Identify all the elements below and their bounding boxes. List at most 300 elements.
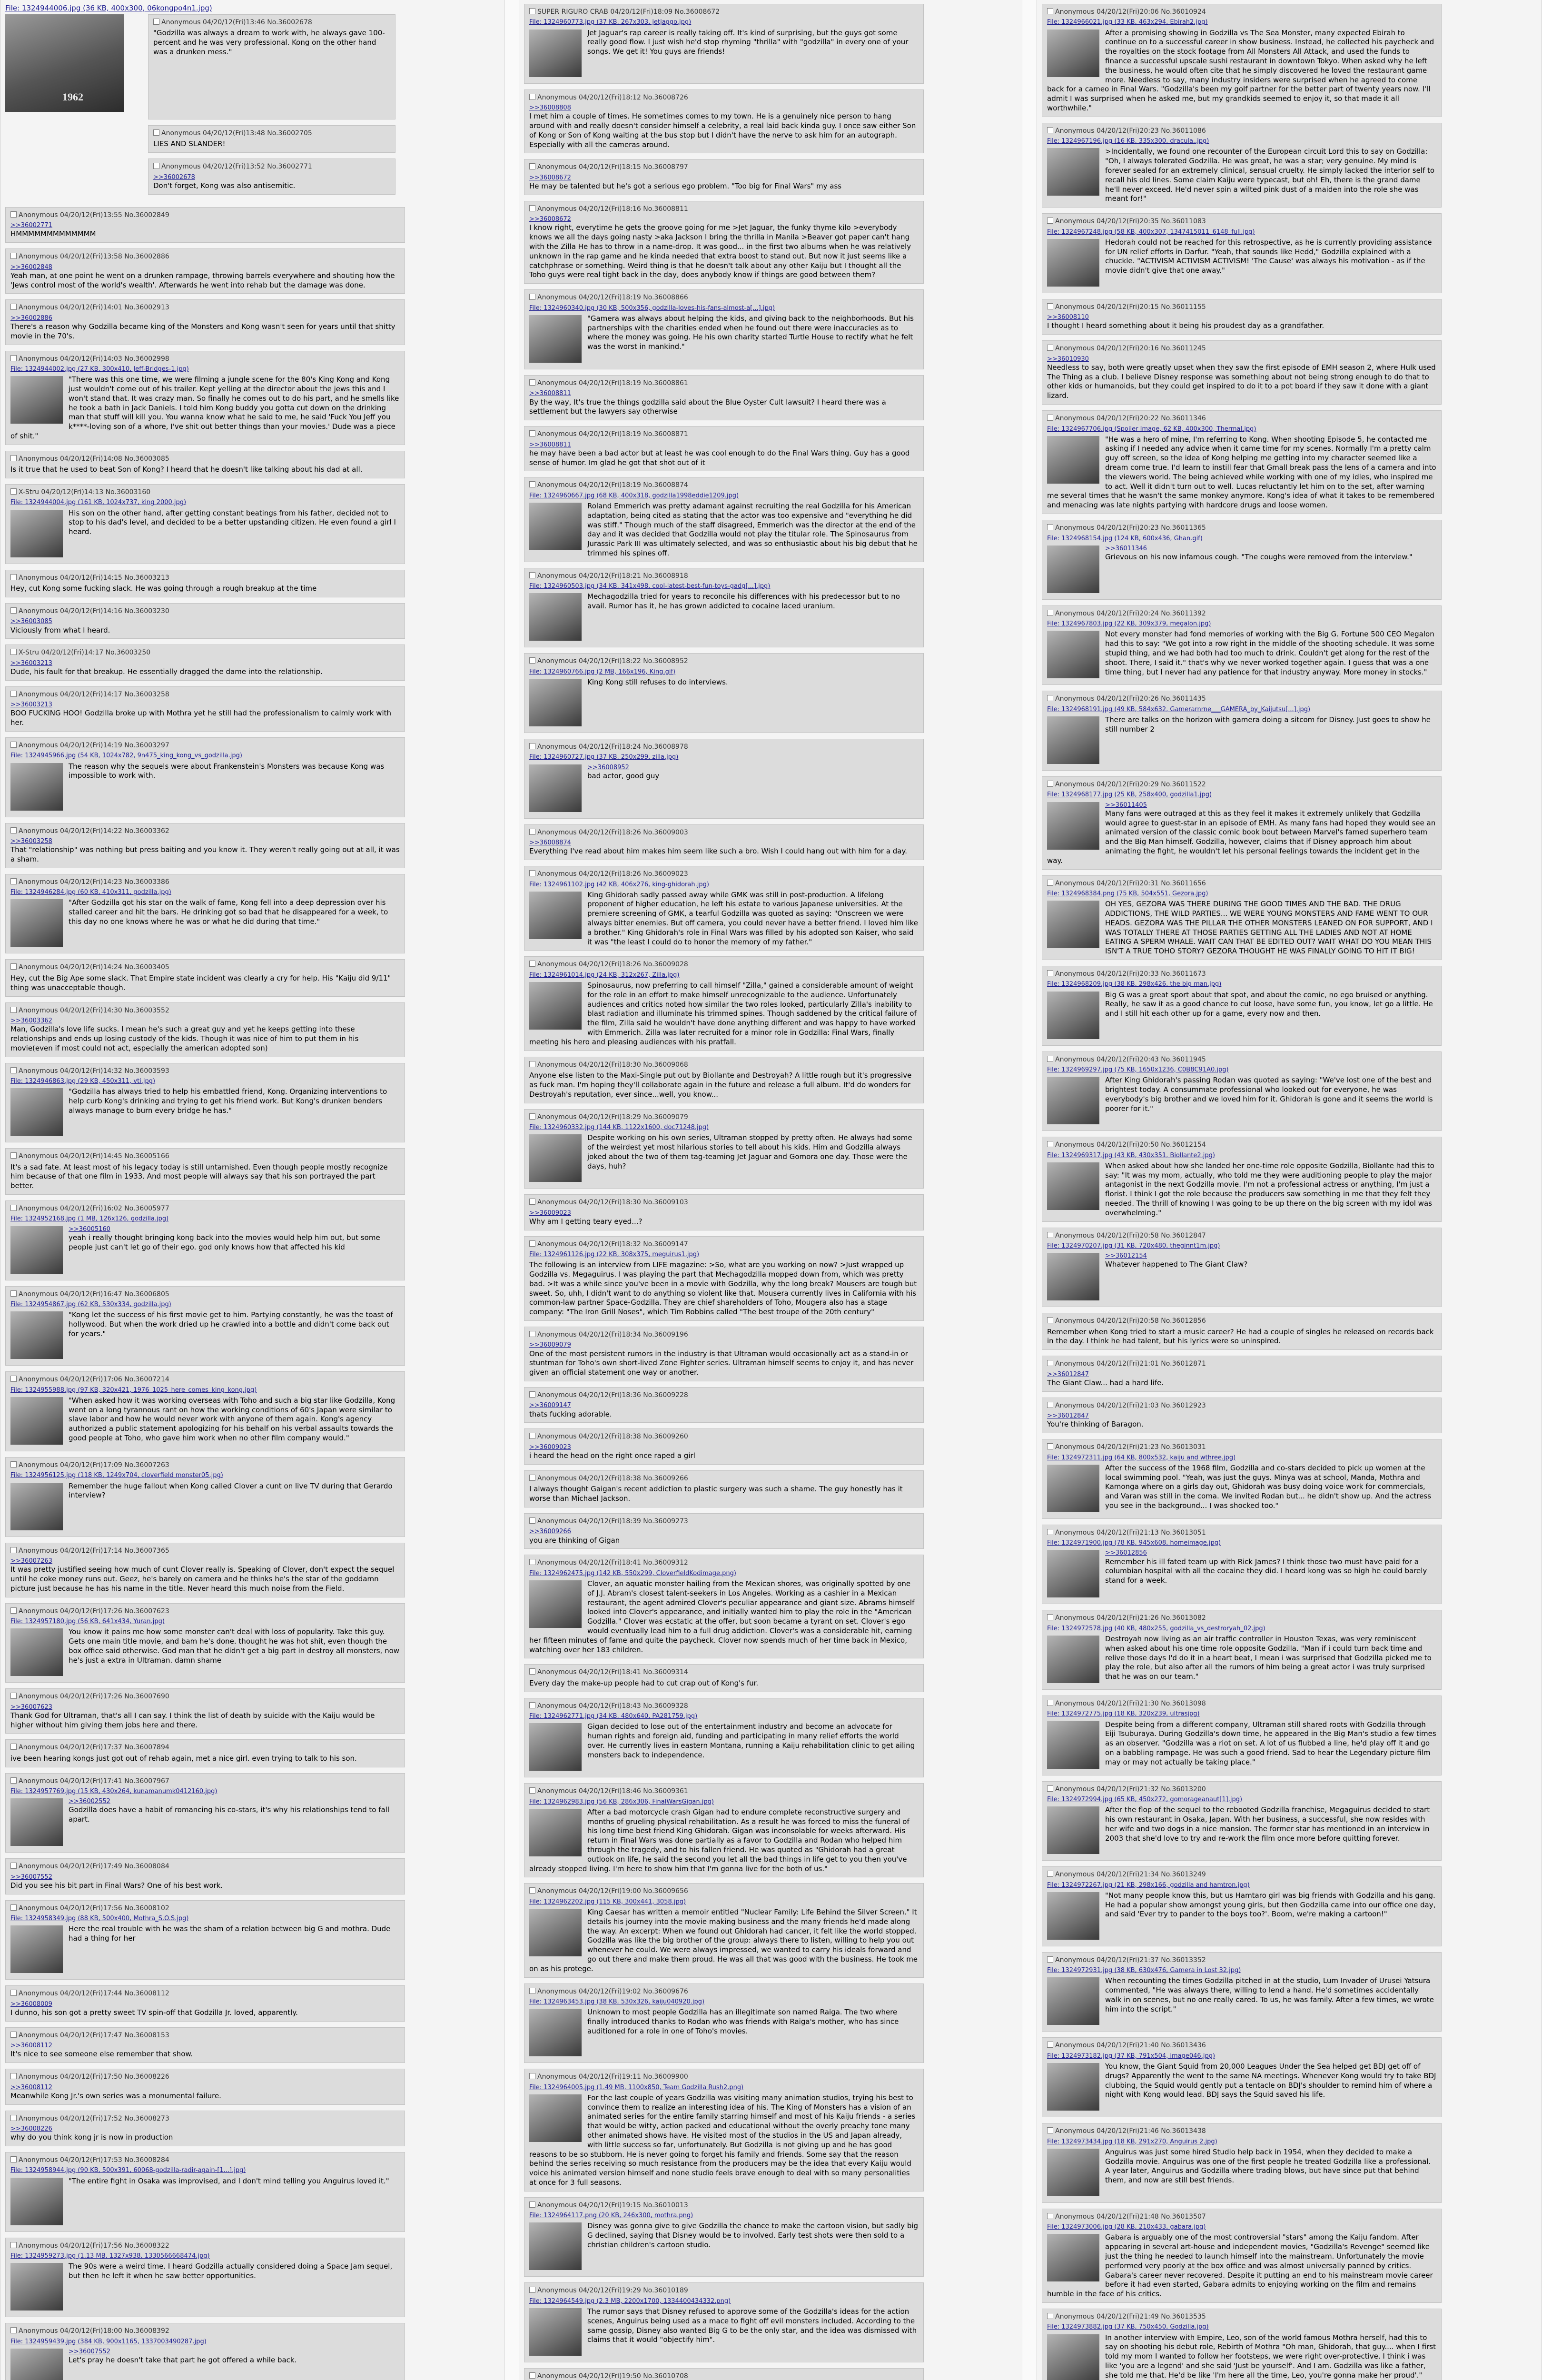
post-select-checkbox[interactable] bbox=[10, 2073, 17, 2079]
post-select-checkbox[interactable] bbox=[10, 1777, 17, 1784]
post-select-checkbox[interactable] bbox=[1047, 1056, 1053, 1062]
post-thumbnail[interactable] bbox=[1047, 1892, 1099, 1940]
post-select-checkbox[interactable] bbox=[1047, 1317, 1053, 1323]
post-select-checkbox[interactable] bbox=[529, 829, 535, 835]
reply-quote-link[interactable]: >>36007552 bbox=[10, 1873, 52, 1881]
post-body: Remember when Kong tried to start a music career? He had a couple of singles he released on records back in the day. I think he had talent, but his lyrics were so uninspired. bbox=[1047, 1327, 1434, 1346]
post-thumbnail[interactable] bbox=[529, 1134, 582, 1182]
post-select-checkbox[interactable] bbox=[529, 1668, 535, 1675]
reply-quote-link[interactable]: >>36011405 bbox=[1105, 801, 1147, 809]
file-link[interactable]: File: 1324968154.jpg (124 KB, 600x436, Ghan.gif) bbox=[1047, 535, 1203, 542]
reply-quote-link[interactable]: >>36002886 bbox=[10, 314, 52, 322]
post-select-checkbox[interactable] bbox=[1047, 880, 1053, 886]
reply-quote-link[interactable]: >>36008808 bbox=[529, 104, 571, 112]
file-link[interactable]: File: 1324972578.jpg (40 KB, 480x255, godzilla_vs_destroryah_02.jpg) bbox=[1047, 1625, 1265, 1632]
post-thumbnail[interactable] bbox=[1047, 148, 1099, 196]
post-select-checkbox[interactable] bbox=[529, 2287, 535, 2293]
post-select-checkbox[interactable] bbox=[529, 1391, 535, 1398]
post-select-checkbox[interactable] bbox=[529, 1988, 535, 1994]
post-header bbox=[1047, 1614, 1436, 1622]
post-select-checkbox[interactable] bbox=[10, 649, 17, 655]
post-select-checkbox[interactable] bbox=[529, 2202, 535, 2208]
file-link[interactable]: File: 1324960667.jpg (68 KB, 400x318, godzilla1998eddie1209.jpg) bbox=[529, 492, 739, 499]
post-meta: Anonymous 04/20/12(Fri)17:06 No.36007214 bbox=[19, 1376, 169, 1384]
file-link[interactable]: File: 1324964549.jpg (2.3 MB, 2200x1700, 1334400434332.png) bbox=[529, 2297, 731, 2305]
reply-quote-link[interactable]: >>36012856 bbox=[1105, 1549, 1147, 1557]
reply-post bbox=[5, 1371, 405, 1451]
file-link[interactable]: File: 1324960503.jpg (34 KB, 341x498, cool-latest-best-fun-toys-gadg[...].jpg) bbox=[529, 583, 771, 590]
post-header bbox=[10, 741, 400, 750]
post-thumbnail[interactable] bbox=[10, 899, 63, 947]
post-select-checkbox[interactable] bbox=[529, 430, 535, 436]
reply-quote-link[interactable]: >>36005160 bbox=[69, 1225, 110, 1233]
reply-quote-link[interactable]: >>36009023 bbox=[529, 1443, 571, 1451]
file-link[interactable]: File: 1324964117.png (20 KB, 246x300, mothra.png) bbox=[529, 2212, 693, 2220]
reply-quote-link[interactable]: >>36003213 bbox=[10, 659, 52, 667]
reply-post bbox=[5, 686, 405, 732]
file-link[interactable]: File: 1324969297.jpg (75 KB, 1650x1236, C0B8C91A0.jpg) bbox=[1047, 1066, 1229, 1073]
file-link[interactable]: File: 1324952168.jpg (1 MB, 126x126, godzilla.jpg) bbox=[10, 1215, 169, 1223]
post-select-checkbox[interactable] bbox=[10, 607, 17, 614]
reply-quote-link[interactable]: >>36008874 bbox=[529, 839, 571, 847]
file-link[interactable]: File: 1324945966.jpg (54 KB, 1024x782, 9n475_king_kong_vs_godzilla.jpg) bbox=[10, 752, 242, 760]
post-select-checkbox[interactable] bbox=[1047, 781, 1053, 787]
post-thumbnail[interactable] bbox=[10, 1311, 63, 1359]
post-select-checkbox[interactable] bbox=[10, 211, 17, 218]
post-select-checkbox[interactable] bbox=[10, 1007, 17, 1013]
post-select-checkbox[interactable] bbox=[1047, 218, 1053, 224]
reply-quote-link[interactable]: >>36007623 bbox=[10, 1703, 52, 1711]
post-select-checkbox[interactable] bbox=[153, 19, 159, 25]
file-link[interactable]: File: 1324971900.jpg (78 KB, 945x608, homeimage.jpg) bbox=[1047, 1539, 1221, 1547]
post-select-checkbox[interactable] bbox=[529, 1061, 535, 1067]
file-link[interactable]: File: 1324967196.jpg (16 KB, 335x300, dracula..jpg) bbox=[1047, 138, 1209, 145]
file-link[interactable]: File: 1324960727.jpg (37 KB, 250x299, zilla.jpg) bbox=[529, 754, 679, 761]
reply-quote-link[interactable]: >>36002678 bbox=[153, 173, 195, 181]
post-select-checkbox[interactable] bbox=[10, 1607, 17, 1614]
file-link[interactable]: File: 1324972267.jpg (21 KB, 298x166, godzilla and hamtron.jpg) bbox=[1047, 1881, 1250, 1889]
post-file-info bbox=[529, 1123, 919, 1131]
reply-quote-link[interactable]: >>36012154 bbox=[1105, 1252, 1147, 1260]
post-header bbox=[1047, 1870, 1436, 1879]
post-body: I know right, everytime he gets the groove going for me >Jet Jaguar, the funky thyme kilo >everybody knows we all the days going nasty >aka Jackson I bring the thrilla in Manila >Beaver got paper can't hang with the Zilla He has to throw in a name-drop. It was good... in the first two albums when he was relatively unknown in the rap game and he kinda needed that extra boost to stand out. But now it just seems like a catchphrase or something. Weird thing is that he doesn't talk about any other Kaiju but I thought all the Toho guys were real tight back in the day, does anybody know if things are good between them? bbox=[529, 223, 911, 279]
post-select-checkbox[interactable] bbox=[1047, 8, 1053, 14]
post-select-checkbox[interactable] bbox=[10, 1863, 17, 1869]
post-select-checkbox[interactable] bbox=[10, 1904, 17, 1911]
post-select-checkbox[interactable] bbox=[1047, 1141, 1053, 1147]
post-thumbnail[interactable] bbox=[529, 30, 582, 77]
post-thumbnail[interactable] bbox=[529, 1809, 582, 1856]
post-thumbnail[interactable] bbox=[1047, 1977, 1099, 2025]
post-select-checkbox[interactable] bbox=[10, 1990, 17, 1996]
post-header bbox=[529, 1474, 919, 1483]
file-link[interactable]: File: 1324963453.jpg (38 KB, 530x326, kaiju040920.jpg) bbox=[529, 1998, 705, 2006]
reply-quote-link[interactable]: >>36002771 bbox=[10, 222, 52, 229]
post-thumbnail[interactable] bbox=[1047, 2149, 1099, 2196]
post-header bbox=[529, 1391, 919, 1399]
post-thumbnail[interactable] bbox=[10, 763, 63, 811]
post-select-checkbox[interactable] bbox=[10, 2032, 17, 2038]
reply-quote-link[interactable]: >>36009023 bbox=[529, 1209, 571, 1217]
post-meta: Anonymous 04/20/12(Fri)18:12 No.36008726 bbox=[537, 93, 688, 101]
post-select-checkbox[interactable] bbox=[153, 163, 159, 169]
post-select-checkbox[interactable] bbox=[10, 1744, 17, 1750]
post-thumbnail[interactable] bbox=[10, 1397, 63, 1445]
file-link[interactable]: File: 1324960340.jpg (30 KB, 500x356, godzilla-loves-his-fans-almost-a[...].jpg) bbox=[529, 304, 775, 312]
file-link[interactable]: File: 1324972775.jpg (18 KB, 320x239, ultrasjpg) bbox=[1047, 1710, 1200, 1718]
file-link[interactable]: File: 1324968177.jpg (25 KB, 258x400, godzilla1.jpg) bbox=[1047, 791, 1212, 799]
post-select-checkbox[interactable] bbox=[1047, 2313, 1053, 2319]
reply-quote-link[interactable]: >>36003213 bbox=[10, 701, 52, 709]
post-select-checkbox[interactable] bbox=[10, 691, 17, 697]
reply-quote-link[interactable]: >>36002552 bbox=[69, 1798, 110, 1805]
post-thumbnail[interactable] bbox=[529, 1909, 582, 1956]
post-select-checkbox[interactable] bbox=[1047, 2042, 1053, 2048]
post-select-checkbox[interactable] bbox=[10, 2115, 17, 2121]
post-select-checkbox[interactable] bbox=[1047, 345, 1053, 351]
post-select-checkbox[interactable] bbox=[10, 878, 17, 884]
op-image[interactable] bbox=[5, 14, 124, 112]
file-link[interactable]: File: 1324967706.jpg (Spoiler Image, 62 KB, 400x300, Thermal.jpg) bbox=[1047, 425, 1256, 433]
reply-post bbox=[5, 645, 405, 680]
file-link[interactable]: File: 1324957769.jpg (15 KB, 430x264, kunamanumk0412160.jpg) bbox=[10, 1788, 217, 1795]
post-thumbnail[interactable] bbox=[1047, 436, 1099, 484]
reply-quote-link[interactable]: >>36008110 bbox=[1047, 314, 1089, 321]
post-select-checkbox[interactable] bbox=[10, 1152, 17, 1159]
post-thumbnail[interactable] bbox=[1047, 2063, 1099, 2111]
post-thumbnail[interactable] bbox=[1047, 1550, 1099, 1597]
post-select-checkbox[interactable] bbox=[529, 2372, 535, 2379]
post-select-checkbox[interactable] bbox=[529, 1559, 535, 1565]
post-select-checkbox[interactable] bbox=[529, 1331, 535, 1337]
file-link[interactable]: File: 1324968191.jpg (49 KB, 584x632, Gamerarnrne___GAMERA_by_Kaijutsu[...].jpg) bbox=[1047, 705, 1311, 713]
post-select-checkbox[interactable] bbox=[529, 1517, 535, 1524]
post-select-checkbox[interactable] bbox=[529, 8, 535, 14]
reply-post bbox=[524, 4, 924, 84]
post-select-checkbox[interactable] bbox=[10, 355, 17, 361]
file-link[interactable]: File: 1324946863.jpg (29 KB, 450x311, vti.jpg) bbox=[10, 1077, 156, 1085]
post-select-checkbox[interactable] bbox=[1047, 1232, 1053, 1238]
post-body: You know, the Giant Squid from 20,000 Leagues Under the Sea helped get BDJ get off of drugs? Apparently the went to the same NA meetings. Whenever Kong would try to take BDJ clubbing, the Squid would gently put a tentacle on BDJ's shoulder to remind him of where a night with Kong would lead. BDJ says the Squid saved his life. bbox=[1105, 2062, 1436, 2099]
post-select-checkbox[interactable] bbox=[529, 481, 535, 487]
file-link[interactable]: File: 1324961014.jpg (24 KB, 312x267, Zilla.jpg) bbox=[529, 971, 680, 979]
post-thumbnail[interactable] bbox=[1047, 545, 1099, 593]
post-select-checkbox[interactable] bbox=[1047, 127, 1053, 133]
post-select-checkbox[interactable] bbox=[1047, 2213, 1053, 2219]
post-select-checkbox[interactable] bbox=[10, 1693, 17, 1699]
reply-quote-link[interactable]: >>36009147 bbox=[529, 1402, 571, 1409]
post-thumbnail[interactable] bbox=[1047, 1465, 1099, 1512]
reply-quote-link[interactable]: >>36012847 bbox=[1047, 1370, 1089, 1378]
post-select-checkbox[interactable] bbox=[529, 1887, 535, 1894]
reply-post bbox=[524, 824, 924, 860]
post-select-checkbox[interactable] bbox=[10, 253, 17, 259]
post-select-checkbox[interactable] bbox=[1047, 610, 1053, 616]
post-thumbnail[interactable] bbox=[1047, 1636, 1099, 1683]
file-link[interactable]: File: 1324961102.jpg (42 KB, 406x276, king-ghidorah.jpg) bbox=[529, 881, 709, 888]
file-link[interactable]: File: 1324956125.jpg (118 KB, 1249x704, cloverfield monster05.jpg) bbox=[10, 1472, 223, 1479]
post-select-checkbox[interactable] bbox=[10, 2242, 17, 2248]
file-link[interactable]: File: 1324957180.jpg (56 KB, 641x434, Yuran.jpg) bbox=[10, 1617, 165, 1625]
post-thumbnail[interactable] bbox=[529, 2094, 582, 2142]
post-select-checkbox[interactable] bbox=[529, 1240, 535, 1247]
post-select-checkbox[interactable] bbox=[10, 455, 17, 461]
post-select-checkbox[interactable] bbox=[529, 1199, 535, 1205]
post-header bbox=[529, 93, 919, 102]
post-thumbnail[interactable] bbox=[529, 593, 582, 641]
reply-quote-link[interactable]: >>36008811 bbox=[529, 390, 571, 397]
post-select-checkbox[interactable] bbox=[153, 129, 159, 136]
reply-post bbox=[1042, 1313, 1442, 1350]
post-thumbnail[interactable] bbox=[1047, 30, 1099, 77]
post-select-checkbox[interactable] bbox=[1047, 695, 1053, 701]
post-header bbox=[10, 1607, 400, 1616]
post-thumbnail[interactable] bbox=[529, 679, 582, 726]
post-select-checkbox[interactable] bbox=[1047, 2127, 1053, 2133]
reply-quote-link[interactable]: >>36008811 bbox=[529, 441, 571, 448]
post-thumbnail[interactable] bbox=[529, 982, 582, 1030]
post-thumbnail[interactable] bbox=[10, 510, 63, 557]
post-select-checkbox[interactable] bbox=[1047, 1871, 1053, 1877]
file-link[interactable]: File: 1324964005.jpg (1.49 MB, 1100x850, Team Godzilla Rush2.png) bbox=[529, 2083, 744, 2091]
file-link[interactable]: File: 1324959439.jpg (384 KB, 900x1165, 1337003490287.jpg) bbox=[10, 2338, 207, 2345]
post-meta: Anonymous 04/20/12(Fri)14:23 No.36003386 bbox=[19, 878, 169, 886]
reply-quote-link[interactable]: >>36003258 bbox=[10, 838, 52, 845]
file-link[interactable]: File: 1324958944.jpg (90 KB, 500x391, 60068-godzilla-radir-again-[1...].jpg) bbox=[10, 2167, 246, 2174]
file-link[interactable]: File: 1324968384.png (75 KB, 504x551, Gezora.jpg) bbox=[1047, 890, 1208, 897]
post-select-checkbox[interactable] bbox=[529, 94, 535, 100]
post-header bbox=[10, 1461, 400, 1469]
reply-post bbox=[1042, 1610, 1442, 1690]
reply-quote-link[interactable]: >>36003362 bbox=[10, 1017, 52, 1024]
reply-quote-link[interactable]: >>36008672 bbox=[529, 216, 571, 223]
reply-quote-link[interactable]: >>36003085 bbox=[10, 618, 52, 625]
reply-post bbox=[5, 1900, 405, 1980]
post-select-checkbox[interactable] bbox=[10, 488, 17, 495]
file-link[interactable]: File: 1324960332.jpg (144 KB, 1122x1600, doc71248.jpg) bbox=[529, 1123, 709, 1131]
reply-quote-link[interactable]: >>36009079 bbox=[529, 1341, 571, 1349]
reply-post bbox=[1042, 299, 1442, 335]
post-select-checkbox[interactable] bbox=[10, 304, 17, 310]
post-thumbnail[interactable] bbox=[1047, 1253, 1099, 1300]
post-thumbnail[interactable] bbox=[1047, 1162, 1099, 1210]
reply-quote-link[interactable]: >>36012847 bbox=[1047, 1412, 1089, 1420]
reply-quote-link[interactable]: >>36008226 bbox=[10, 2125, 52, 2133]
file-link[interactable]: File: 1324973434.jpg (18 KB, 291x270, Anguirus 2.jpg) bbox=[1047, 2138, 1217, 2145]
post-select-checkbox[interactable] bbox=[10, 1290, 17, 1297]
post-thumbnail[interactable] bbox=[529, 503, 582, 550]
post-file-info bbox=[529, 492, 919, 500]
post-thumbnail[interactable] bbox=[10, 1483, 63, 1530]
file-link[interactable]: File: 1324959273.jpg (1.13 MB, 1327x938, 1330566668474.jpg) bbox=[10, 2252, 210, 2260]
post-meta: Anonymous 04/20/12(Fri)17:56 No.36008322 bbox=[19, 2241, 169, 2250]
post-select-checkbox[interactable] bbox=[1047, 1614, 1053, 1620]
post-thumbnail[interactable] bbox=[10, 2349, 63, 2380]
post-thumbnail[interactable] bbox=[10, 1628, 63, 1676]
post-header bbox=[10, 574, 400, 582]
post-thumbnail[interactable] bbox=[529, 1723, 582, 1771]
post-select-checkbox[interactable] bbox=[10, 2327, 17, 2333]
reply-post bbox=[5, 1985, 405, 2021]
file-link[interactable]: File: 1324967248.jpg (58 KB, 400x307, 1347415011_6148_full.jpg) bbox=[1047, 228, 1255, 236]
post-body: Despite being from a different company, Ultraman still shared roots with Godzilla through Eiji Tsuburaya. During Godzilla's down time, he appeared in the Big Man's studio a few times as an observer. "Godzilla was a riot on set. A lot of us flubbed a line, he'd play off it and go on a babbling rampage. He was such a good friend. Sad to hear the Legendary picture film may or may not actually be taking place." bbox=[1105, 1720, 1436, 1766]
file-link[interactable]: File: 1324958349.jpg (88 KB, 500x400, Mothra_S.O.S.jpg) bbox=[10, 1915, 189, 1923]
post-select-checkbox[interactable] bbox=[10, 1547, 17, 1553]
post-thumbnail[interactable] bbox=[1047, 716, 1099, 764]
file-link[interactable]: File: 1324973882.jpg (37 KB, 750x450, Godzilla.jpg) bbox=[1047, 2323, 1209, 2331]
file-link[interactable]: File: 1324967803.jpg (22 KB, 309x379, megalon.jpg) bbox=[1047, 620, 1211, 628]
post-thumbnail[interactable] bbox=[10, 1798, 63, 1846]
post-thumbnail[interactable] bbox=[529, 2308, 582, 2356]
post-meta: Anonymous 04/20/12(Fri)19:50 No.36010708 bbox=[537, 2372, 688, 2380]
post-select-checkbox[interactable] bbox=[529, 1787, 535, 1794]
post-body: I dunno, his son got a pretty sweet TV spin-off that Godzilla Jr. loved, apparently. bbox=[10, 2008, 298, 2017]
post-header bbox=[10, 963, 400, 972]
reply-quote-link[interactable]: >>36009266 bbox=[529, 1528, 571, 1536]
file-link[interactable]: File: 1324973006.jpg (28 KB, 210x433, gabara.jpg) bbox=[1047, 2223, 1206, 2231]
file-link[interactable]: File: 1324966021.jpg (33 KB, 463x294, Ebirah2.jpg) bbox=[1047, 19, 1208, 26]
file-link[interactable]: File: 1324969317.jpg (43 KB, 430x351, Biollante2.jpg) bbox=[1047, 1151, 1215, 1159]
file-link[interactable]: File: 1324961126.jpg (22 KB, 308x375, meguirus1.jpg) bbox=[529, 1251, 700, 1259]
post-meta: Anonymous 04/20/12(Fri)18:00 No.36008392 bbox=[19, 2327, 169, 2335]
reply-post bbox=[1042, 1137, 1442, 1221]
reply-quote-link[interactable]: >>36011346 bbox=[1105, 545, 1147, 552]
post-thumbnail[interactable] bbox=[10, 2263, 63, 2311]
post-select-checkbox[interactable] bbox=[529, 1113, 535, 1120]
post-body: Hey, cut the Big Ape some slack. That Empire state incident was clearly a cry for help. His "Kaiju did 9/11" thing was unacceptable though. bbox=[10, 973, 391, 992]
post-thumbnail[interactable] bbox=[1047, 1077, 1099, 1124]
post-thumbnail[interactable] bbox=[1047, 239, 1099, 287]
file-link[interactable]: File: 1324973182.jpg (37 KB, 791x504, image046.jpg) bbox=[1047, 2052, 1216, 2060]
reply-quote-link[interactable]: >>36008672 bbox=[529, 174, 571, 181]
file-link[interactable]: File: 1324955988.jpg (97 KB, 320x421, 1976_1025_here_comes_king_kong.jpg) bbox=[10, 1386, 257, 1394]
post-select-checkbox[interactable] bbox=[10, 963, 17, 970]
post-thumbnail[interactable] bbox=[529, 1580, 582, 1628]
file-link[interactable]: File: 1324962475.jpg (142 KB, 550x299, CloverfieldKodimage.png) bbox=[529, 1569, 736, 1577]
post-select-checkbox[interactable] bbox=[10, 2156, 17, 2162]
file-link[interactable]: File: 1324972931.jpg (38 KB, 630x476, Gamera in Lost 32.jpg) bbox=[1047, 1967, 1241, 1974]
post-thumbnail[interactable] bbox=[1047, 631, 1099, 678]
file-link[interactable]: File: 1324946284.jpg (60 KB, 410x311, godzilla.jpg) bbox=[10, 889, 171, 896]
post-select-checkbox[interactable] bbox=[10, 742, 17, 748]
post-thumbnail[interactable] bbox=[10, 1925, 63, 1973]
post-select-checkbox[interactable] bbox=[1047, 1360, 1053, 1366]
post-thumbnail[interactable] bbox=[10, 2178, 63, 2225]
post-thumbnail[interactable] bbox=[529, 892, 582, 939]
post-thumbnail[interactable] bbox=[1047, 901, 1099, 948]
post-header bbox=[529, 293, 919, 302]
post-select-checkbox[interactable] bbox=[529, 379, 535, 386]
post-select-checkbox[interactable] bbox=[1047, 303, 1053, 309]
post-select-checkbox[interactable] bbox=[10, 827, 17, 833]
post-select-checkbox[interactable] bbox=[1047, 1785, 1053, 1792]
post-thumbnail[interactable] bbox=[529, 2222, 582, 2270]
post-select-checkbox[interactable] bbox=[529, 870, 535, 876]
file-link[interactable]: File: 1324960773.jpg (37 KB, 267x303, jetjaggo.jpg) bbox=[529, 19, 692, 26]
post-header bbox=[1047, 344, 1436, 353]
file-link[interactable]: File: 1324972311.jpg (64 KB, 800x532, kaiju and wthree.jpg) bbox=[1047, 1454, 1236, 1461]
file-link[interactable]: File: 1324968209.jpg (38 KB, 298x426, the big man.jpg) bbox=[1047, 981, 1222, 988]
file-link[interactable]: File: 1324962202.jpg (115 KB, 300x441, 3058.jpg) bbox=[529, 1898, 686, 1905]
post-thumbnail[interactable] bbox=[529, 764, 582, 812]
reply-quote-link[interactable]: >>36010930 bbox=[1047, 355, 1089, 363]
post-thumbnail[interactable] bbox=[1047, 802, 1099, 850]
post-thumbnail[interactable] bbox=[1047, 1806, 1099, 1854]
reply-quote-link[interactable]: >>36008112 bbox=[10, 2042, 52, 2050]
post-select-checkbox[interactable] bbox=[529, 743, 535, 749]
post-thumbnail[interactable] bbox=[529, 2009, 582, 2056]
reply-quote-link[interactable]: >>36007263 bbox=[10, 1557, 52, 1565]
post-select-checkbox[interactable] bbox=[529, 205, 535, 211]
post-thumbnail[interactable] bbox=[1047, 992, 1099, 1039]
post-thumbnail[interactable] bbox=[529, 315, 582, 363]
post-select-checkbox[interactable] bbox=[529, 2073, 535, 2079]
file-link[interactable]: File: 1324944002.jpg (27 KB, 300x410, Jeff-Bridges-1.jpg) bbox=[10, 366, 189, 373]
reply-quote-link[interactable]: >>36007552 bbox=[69, 2348, 110, 2355]
reply-quote-link[interactable]: >>36008009 bbox=[10, 2000, 52, 2008]
post-select-checkbox[interactable] bbox=[10, 574, 17, 580]
post-select-checkbox[interactable] bbox=[1047, 1956, 1053, 1963]
post-body: Remember his ill fated team up with Rick James? I think those two must have paid for a columbian hospital with all the cocaine they did. I heard kong was so high he could barely stand for a week. bbox=[1105, 1557, 1427, 1585]
post-select-checkbox[interactable] bbox=[10, 1067, 17, 1073]
post-thumbnail[interactable] bbox=[10, 1088, 63, 1136]
post-header bbox=[10, 2073, 400, 2081]
post-select-checkbox[interactable] bbox=[1047, 415, 1053, 421]
file-link[interactable]: File: 1324962771.jpg (34 KB, 480x640, PA281759.jpg) bbox=[529, 1713, 698, 1720]
post-select-checkbox[interactable] bbox=[529, 294, 535, 300]
post-thumbnail[interactable] bbox=[1047, 1721, 1099, 1769]
post-select-checkbox[interactable] bbox=[529, 572, 535, 578]
file-link[interactable]: File: 1324970207.jpg (31 KB, 720x480, theginnt1m.jpg) bbox=[1047, 1242, 1220, 1250]
reply-post bbox=[524, 866, 924, 951]
post-thumbnail[interactable] bbox=[1047, 2234, 1099, 2281]
post-select-checkbox[interactable] bbox=[10, 1376, 17, 1382]
post-select-checkbox[interactable] bbox=[529, 657, 535, 664]
file-link[interactable]: File: 1324962983.jpg (56 KB, 286x306, FinalWarsGigan.jpg) bbox=[529, 1798, 714, 1805]
post-select-checkbox[interactable] bbox=[1047, 524, 1053, 530]
post-thumbnail[interactable] bbox=[10, 376, 63, 424]
post-select-checkbox[interactable] bbox=[529, 1475, 535, 1481]
reply-quote-link[interactable]: >>36008952 bbox=[587, 764, 629, 771]
file-link[interactable]: File: 1324944004.jpg (161 KB, 1024x737, king 2000.jpg) bbox=[10, 499, 187, 506]
post-select-checkbox[interactable] bbox=[529, 961, 535, 967]
reply-post bbox=[5, 959, 405, 996]
reply-quote-link[interactable]: >>36008112 bbox=[10, 2083, 52, 2091]
post-select-checkbox[interactable] bbox=[1047, 1529, 1053, 1535]
file-link[interactable]: File: 1324972994.jpg (65 KB, 450x272, gomorageanaut[1].jpg) bbox=[1047, 1796, 1243, 1804]
reply-quote-link[interactable]: >>36002848 bbox=[10, 263, 52, 271]
post-select-checkbox[interactable] bbox=[529, 163, 535, 169]
post-select-checkbox[interactable] bbox=[1047, 1443, 1053, 1449]
file-link[interactable]: File: 1324960766.jpg (2 MB, 166x196, King.gif) bbox=[529, 668, 676, 675]
post-meta: Anonymous 04/20/12(Fri)14:16 No.36003230 bbox=[19, 607, 169, 615]
post-thumbnail[interactable] bbox=[10, 1226, 63, 1274]
post-select-checkbox[interactable] bbox=[529, 1433, 535, 1439]
reply-post bbox=[148, 14, 395, 119]
file-link[interactable]: File: 1324954867.jpg (62 KB, 530x334, godzilla.jpg) bbox=[10, 1301, 171, 1309]
post-meta: Anonymous 04/20/12(Fri)18:46 No.36009361 bbox=[537, 1787, 688, 1795]
post-select-checkbox[interactable] bbox=[529, 1702, 535, 1708]
post-body: i heard the head on the right once raped a girl bbox=[529, 1451, 695, 1460]
post-thumbnail[interactable] bbox=[1047, 2334, 1099, 2380]
post-header bbox=[10, 607, 400, 615]
post-select-checkbox[interactable] bbox=[10, 1461, 17, 1468]
post-select-checkbox[interactable] bbox=[1047, 1700, 1053, 1706]
post-select-checkbox[interactable] bbox=[1047, 970, 1053, 976]
post-select-checkbox[interactable] bbox=[10, 1205, 17, 1211]
reply-post bbox=[5, 1858, 405, 1894]
post-select-checkbox[interactable] bbox=[1047, 1402, 1053, 1408]
